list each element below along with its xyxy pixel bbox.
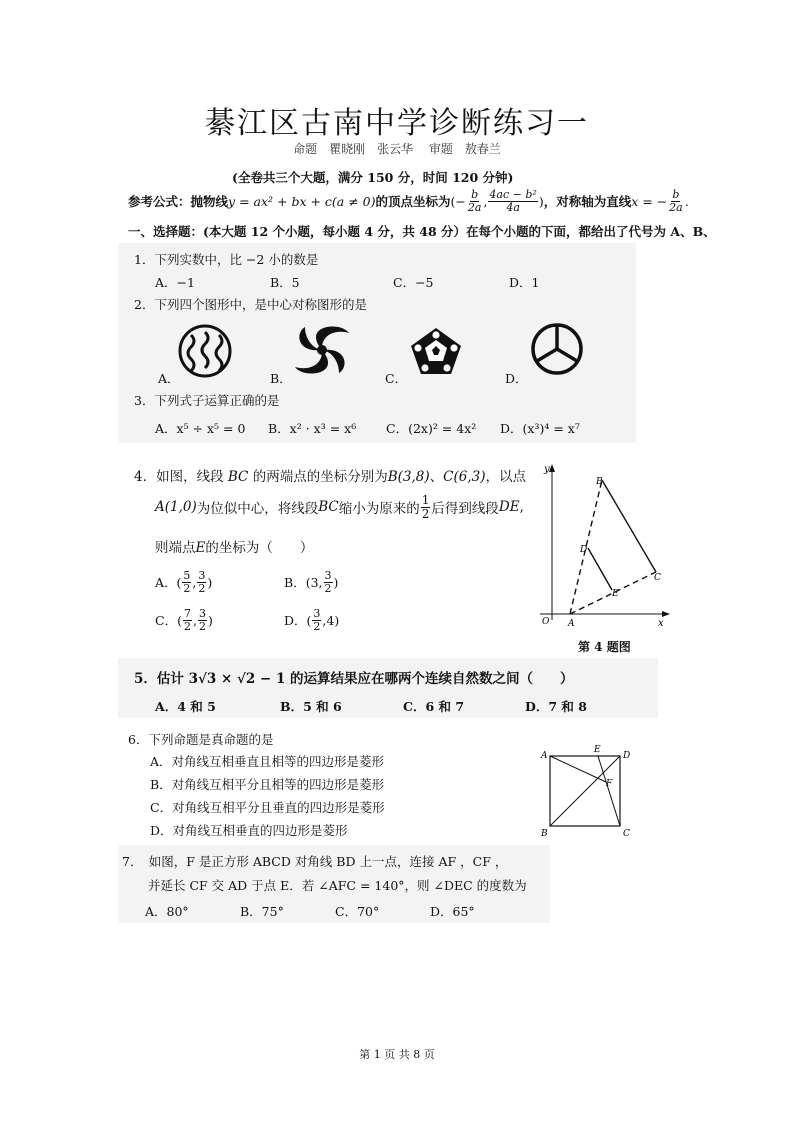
q4-figure-caption: 第 4 题图 — [578, 640, 631, 654]
axis-fraction: $\frac{b}{2a}$ — [669, 187, 683, 214]
formula-text2: 的顶点坐标为 — [375, 194, 451, 209]
q1-option-a: A．−1 — [155, 275, 195, 290]
half-fraction: $\frac{1}{2}$ — [421, 492, 430, 521]
label-e: E — [594, 745, 601, 755]
q6-stem: 6．下列命题是真命题的是 — [128, 732, 274, 747]
q7-line1: 7． 如图，F 是正方形 ABCD 对角线 BD 上一点，连接 AF ，CF ， — [122, 854, 508, 869]
segment-de — [588, 548, 612, 590]
label-o: O — [542, 617, 550, 627]
q6-option-a: A．对角线互相垂直且相等的四边形是菱形 — [150, 754, 385, 769]
q1-stem: 1．下列实数中，比 −2 小的数是 — [134, 252, 319, 267]
q2-figure-b-icon — [291, 323, 353, 377]
q2-option-d: D． — [505, 371, 528, 386]
segment-af — [550, 756, 606, 782]
label-c: C — [623, 829, 630, 839]
q4-option-c: C． ( $\frac{7}{2}$ , $\frac{3}{2}$ ) — [155, 606, 213, 633]
q7-option-b: B．75° — [240, 904, 284, 919]
q2-option-b: B． — [270, 371, 292, 386]
label-d: D — [623, 751, 631, 761]
axis-lhs: x = − — [631, 193, 668, 209]
label-y: y — [544, 464, 550, 475]
formula-expr: y = ax² + bx + c(a ≠ 0) — [228, 193, 376, 209]
q5-stem: 5．估计 3√3 × √2 − 1 的运算结果应在哪两个连续自然数之间（ ） — [134, 671, 574, 687]
q3-option-b: B．x² · x³ = x⁶ — [268, 421, 357, 436]
authors-line: 命题 瞿晓刚 张云华 审题 敖春兰 — [293, 142, 501, 156]
q1-option-b: B．5 — [270, 275, 300, 290]
q4-line1: 4．如图，线段 BC 的两端点的坐标分别为B(3,8)、C(6,3)，以点 — [134, 469, 526, 485]
label-x: x — [658, 618, 664, 629]
q3-option-a: A．x⁵ ÷ x⁵ = 0 — [155, 421, 246, 436]
q2-figure-d-icon — [529, 321, 585, 377]
q6-option-c: C．对角线互相平分且垂直的四边形是菱形 — [150, 800, 385, 815]
page-title: 綦江区古南中学诊断练习一 — [205, 106, 589, 141]
formula-label: 参考公式： — [128, 194, 191, 209]
q5-option-b: B．5 和 6 — [280, 699, 342, 714]
square-figure — [536, 740, 638, 840]
q5-option-c: C．6 和 7 — [403, 699, 465, 714]
q4-option-a: A． ( $\frac{5}{2}$ , $\frac{3}{2}$ ) — [155, 568, 213, 595]
q3-stem: 3．下列式子运算正确的是 — [134, 393, 280, 408]
q5-option-d: D．7 和 8 — [525, 699, 587, 714]
q1-option-d: D．1 — [509, 275, 540, 290]
q4-line3: 则端点E的坐标为（ ） — [155, 540, 314, 556]
q3-option-c: C．(2x)² = 4x² — [386, 421, 477, 436]
q2-stem: 2．下列四个图形中，是中心对称图形的是 — [134, 297, 367, 312]
q2-figure-c-icon — [409, 326, 463, 376]
label-b: B — [596, 477, 603, 487]
q7-option-a: A．80° — [145, 904, 189, 919]
q4-line2: A(1,0) 为位似中心，将线段 BC 缩小为原来的 $\frac{1}{2}$ 后得到线段 DE , — [155, 492, 524, 521]
q4-figure — [536, 460, 672, 630]
q7-line2: 并延长 CF 交 AD 于点 E．若 ∠AFC = 140°，则 ∠DEC 的度数为 — [148, 878, 527, 893]
label-f: F — [606, 779, 613, 789]
label-e: E — [612, 589, 619, 599]
reference-formula: 参考公式： 抛物线 y = ax² + bx + c(a ≠ 0) 的顶点坐标为 (− $\frac{b}{2a}$ , $\frac{\text{4ac − b²}}{4a}$ ) ，对称轴为直线 x = − $\frac{b}{2a}$ . — [128, 187, 689, 214]
q2-option-a: A． — [158, 371, 180, 386]
formula-text1: 抛物线 — [190, 194, 229, 209]
page-footer: 第 1 页 共 8 页 — [359, 1048, 435, 1061]
vertex-x-fraction: $\frac{b}{2a}$ — [467, 187, 482, 214]
q1-option-c: C．−5 — [393, 275, 434, 290]
q2-figure-a-icon — [177, 323, 233, 379]
label-d: D — [580, 545, 588, 555]
formula-text3: ，对称轴为直线 — [543, 194, 632, 209]
q2-option-c: C． — [385, 371, 408, 386]
label-a: A — [541, 751, 548, 761]
label-b: B — [541, 829, 548, 839]
q6-option-d: D．对角线互相垂直的四边形是菱形 — [150, 823, 348, 838]
q7-option-d: D．65° — [430, 904, 475, 919]
q5-option-a: A．4 和 5 — [155, 699, 216, 714]
segment-bc — [602, 480, 656, 572]
q6-option-b: B．对角线互相平分且相等的四边形是菱形 — [150, 777, 385, 792]
q4-option-b: B． ( 3, $\frac{3}{2}$ ) — [284, 568, 339, 595]
exam-info: (全卷共三个大题，满分 150 分，时间 120 分钟) — [232, 170, 514, 185]
vertex-y-fraction: $\frac{\text{4ac − b²}}{4a}$ — [489, 187, 537, 214]
label-a: A — [568, 619, 575, 629]
q3-option-d: D．(x³)⁴ = x⁷ — [500, 421, 580, 436]
q4-option-d: D． ( $\frac{3}{2}$ ,4) — [284, 606, 340, 633]
q7-option-c: C．70° — [335, 904, 380, 919]
label-c: C — [654, 573, 661, 583]
section-1-heading: 一、选择题：(本大题 12 个小题，每小题 4 分，共 48 分）在每个小题的下面，都给出了代号为 A、B、 — [128, 224, 716, 239]
